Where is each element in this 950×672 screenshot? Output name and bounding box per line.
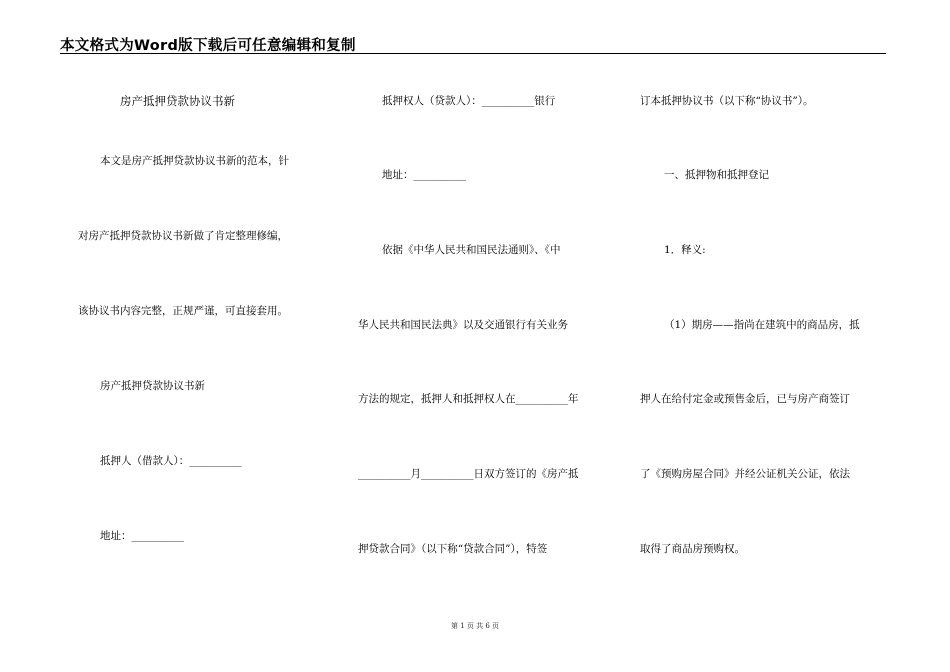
item-heading: 1．释义: [664, 244, 706, 256]
body-line: 依据《中华人民共和国民法通则》、《中 [382, 244, 561, 256]
body-line: 押人在给付定金或预售金后，已与房产商签订 [640, 393, 850, 405]
page-number: 第 1 页 共 6 页 [450, 622, 500, 630]
body-line: 了《预购房屋合同》并经公证机关公证，依法 [640, 468, 850, 480]
mortgagor-line: 抵押人（借款人）：__________ [100, 455, 242, 467]
mortgagee-line: 抵押权人（贷款人）：__________银行 [382, 95, 556, 107]
body-line: 方法的规定，抵押人和抵押权人在__________年 [358, 393, 579, 405]
mortgagee-address-line: 地址：__________ [382, 169, 466, 181]
body-line: 押贷款合同》（以下称“贷款合同”），特签 [358, 543, 548, 555]
section-heading: 一、抵押物和抵押登记 [664, 169, 769, 181]
intro-line: 该协议书内容完整，正规严谨，可直接套用。 [78, 305, 288, 317]
mortgagor-address-line: 地址：__________ [100, 530, 184, 542]
intro-line: 对房产抵押贷款协议书新做了肯定整理修编， [78, 230, 288, 242]
body-line: 订本抵押协议书（以下称“协议书”）。 [640, 95, 814, 107]
header-text: 本文格式为Word版下载后可任意编辑和复制 [60, 38, 356, 54]
body-line: __________月__________日双方签订的《房产抵 [358, 468, 579, 480]
document-header [60, 34, 886, 54]
document-title: 房产抵押贷款协议书新 [100, 380, 205, 392]
body-line: （1）期房——指尚在建筑中的商品房，抵 [664, 319, 860, 331]
body-line: 华人民共和国民法典》以及交通银行有关业务 [358, 319, 568, 331]
body-line: 取得了商品房预购权。 [640, 543, 745, 555]
article-title: 房产抵押贷款协议书新 [120, 94, 235, 108]
intro-line: 本文是房产抵押贷款协议书新的范本，针 [100, 155, 289, 167]
